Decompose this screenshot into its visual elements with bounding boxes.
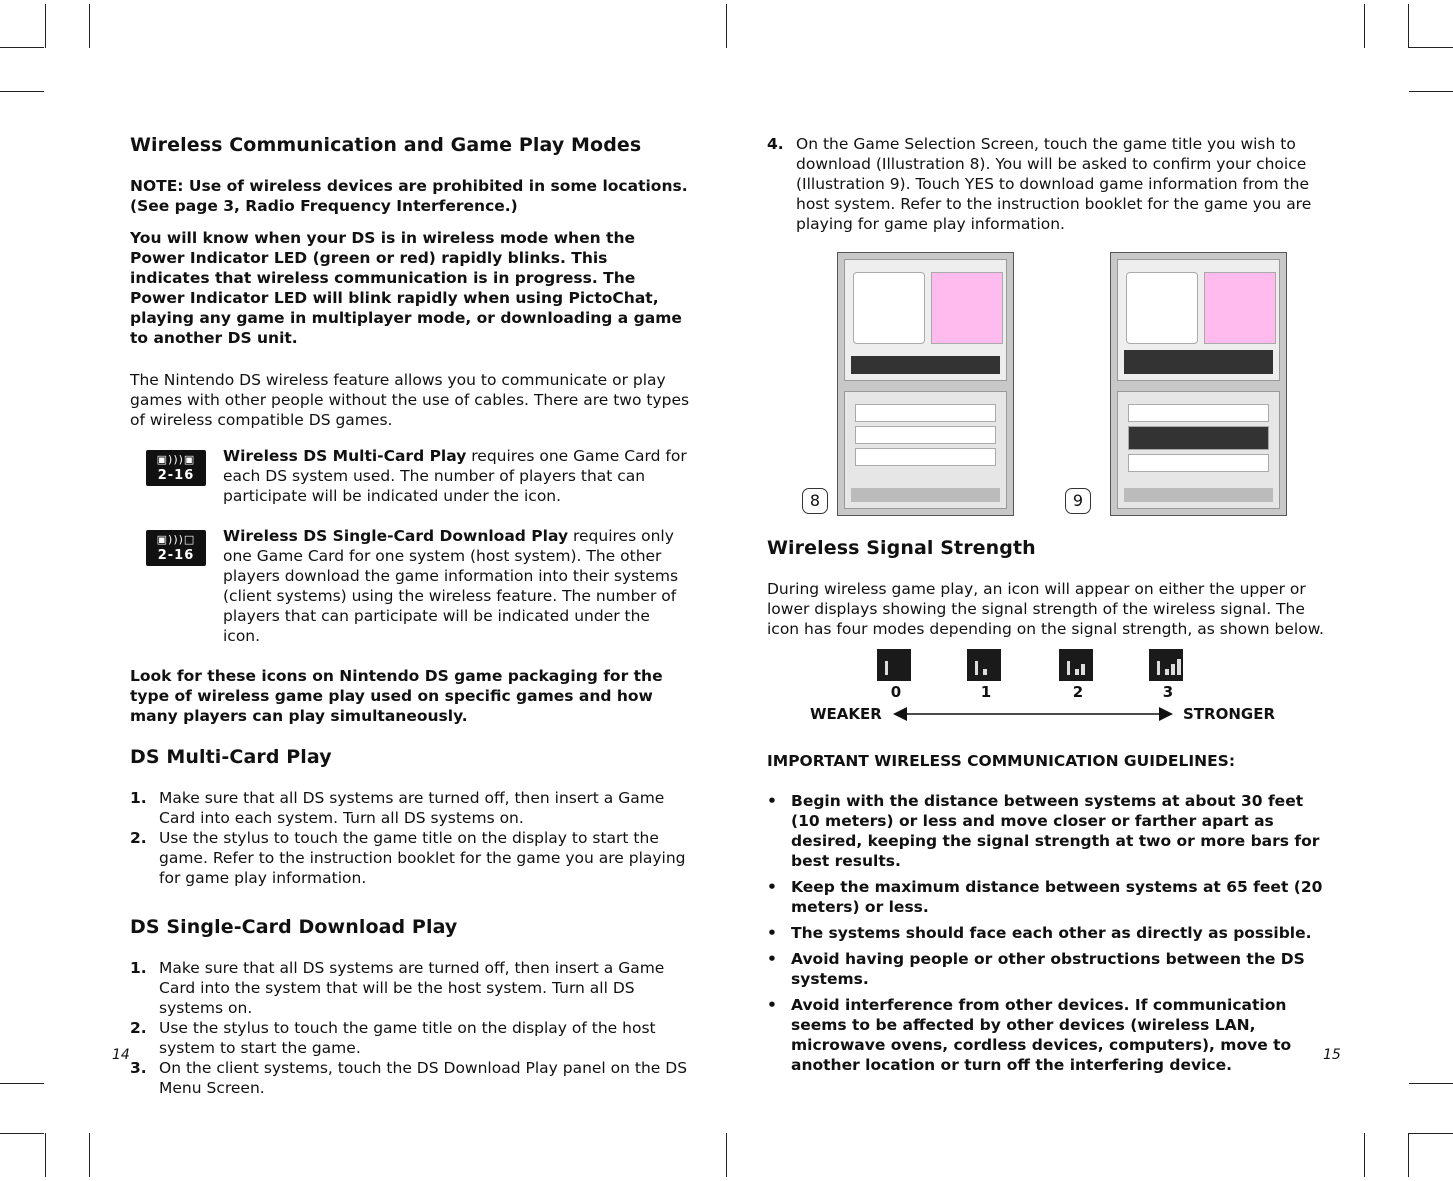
- right-page: [767, 134, 1327, 1081]
- guidelines-list: [767, 791, 1327, 1075]
- calendar-icon: [931, 272, 1003, 344]
- clock-icon: [1126, 272, 1198, 344]
- crop-mark: [45, 4, 46, 48]
- illustration-8-screenshot: [837, 252, 1014, 516]
- crop-mark: [1364, 1133, 1365, 1177]
- list-item: • Avoid having people or other obstructions between the DS systems.: [767, 950, 1305, 988]
- note-paragraph: NOTE: Use of wireless devices are prohibited in some locations. (See page 3, Radio Frequency Interference.): [130, 177, 688, 215]
- signal-level-label: 2: [1072, 683, 1084, 701]
- list-item: 1. Make sure that all DS systems are turned off, then insert a Game Card into each system. Turn all DS systems on.: [130, 789, 665, 827]
- mode-multi-card: [130, 446, 690, 506]
- section-title-single-card: DS Single-Card Download Play: [130, 916, 458, 938]
- list-item: • Keep the maximum distance between systems at 65 feet (20 meters) or less.: [767, 878, 1323, 916]
- list-item: 1. Make sure that all DS systems are turned off, then insert a Game Card into the system that will be the host system. Turn all DS systems on.: [130, 959, 665, 1017]
- crop-mark: [1409, 91, 1453, 92]
- signal-level-label: 1: [980, 683, 992, 701]
- single-card-download-icon: ▣)))□ 2-16: [146, 530, 206, 566]
- illustration-label-8: 8: [802, 488, 828, 514]
- multi-card-steps: [130, 788, 690, 888]
- mode-desc: requires only one Game Card for one system (host system). The other players download the game information into their systems (client systems) using the wireless feature. The number of players that can participate will be indicated under the icon.: [223, 527, 679, 645]
- mode-single-card: [130, 526, 690, 646]
- stronger-label: STRONGER: [1183, 705, 1275, 723]
- mode-name: Wireless DS Multi-Card Play: [223, 447, 467, 465]
- signal-2-icon: [1059, 649, 1093, 681]
- list-item: • Begin with the distance between systems at about 30 feet (10 meters) or less and move closer or farther apart as desired, keeping the signal strength at two or more bars for best results.: [767, 792, 1320, 870]
- signal-3-icon: [1149, 649, 1183, 681]
- signal-level-label: 0: [890, 683, 902, 701]
- mode-desc: requires one Game Card for each DS system used. The number of players that can participate will be indicated under the icon.: [223, 447, 687, 505]
- illustration-9-screenshot: [1110, 252, 1287, 516]
- crop-mark: [1409, 1133, 1453, 1134]
- crop-mark: [1408, 4, 1409, 48]
- crop-mark: [1408, 1133, 1409, 1177]
- crop-mark: [0, 91, 44, 92]
- crop-mark: [89, 1133, 90, 1177]
- single-card-icon-number: 2-16: [157, 548, 195, 563]
- look-for-paragraph: Look for these icons on Nintendo DS game packaging for the type of wireless game play used on specific games and how many players can play simultaneously.: [130, 667, 663, 725]
- signal-0-icon: [877, 649, 911, 681]
- multi-card-play-icon: ▣)))▣ 2-16: [146, 450, 206, 486]
- signal-strength-scale: [767, 649, 1327, 741]
- mode-name: Wireless DS Single-Card Download Play: [223, 527, 569, 545]
- crop-mark: [0, 1083, 44, 1084]
- list-item: 2. Use the stylus to touch the game title on the display to start the game. Refer to the instruction booklet for the game you are playing for game play information.: [130, 829, 686, 887]
- crop-mark: [726, 1133, 727, 1177]
- double-arrow-icon: [893, 707, 1173, 721]
- guidelines-title: IMPORTANT WIRELESS COMMUNICATION GUIDELINES:: [767, 752, 1236, 770]
- crop-mark: [726, 4, 727, 48]
- crop-mark: [1364, 4, 1365, 48]
- weaker-label: WEAKER: [810, 705, 882, 723]
- intro-paragraph: The Nintendo DS wireless feature allows you to communicate or play games with other people without the use of cables. There are two types of wireless compatible DS games.: [130, 371, 690, 429]
- list-item: 2. Use the stylus to touch the game title on the display of the host system to start the game.: [130, 1019, 656, 1057]
- crop-mark: [89, 4, 90, 48]
- single-card-steps: [130, 958, 690, 1098]
- signal-paragraph: During wireless game play, an icon will appear on either the upper or lower displays showing the signal strength of the wireless signal. The icon has four modes depending on the signal strength, as shown below.: [767, 580, 1324, 638]
- left-page: [130, 134, 690, 1120]
- clock-icon: [853, 272, 925, 344]
- list-item: • Avoid interference from other devices. If communication seems to be affected by other devices (wireless LAN, microwave ovens, cordless devices, computers), move to another location or turn off the interfering device.: [767, 996, 1292, 1074]
- multi-card-icon-number: 2-16: [157, 468, 195, 483]
- list-item: 3. On the client systems, touch the DS Download Play panel on the DS Menu Screen.: [130, 1059, 688, 1097]
- page-number-left: 14: [112, 1047, 130, 1063]
- signal-level-label: 3: [1162, 683, 1174, 701]
- signal-1-icon: [967, 649, 1001, 681]
- crop-mark: [1409, 47, 1453, 48]
- crop-mark: [0, 47, 44, 48]
- crop-mark: [0, 1133, 44, 1134]
- page-number-right: 15: [1323, 1047, 1341, 1063]
- step-4: [767, 134, 1327, 234]
- list-item: 4. On the Game Selection Screen, touch the game title you wish to download (Illustration 8). You will be asked to confirm your choice (Illustration 9). Touch YES to download game information from the host system. Refer to the instruction booklet for the game you are playing for game play information.: [767, 135, 1312, 233]
- section-title-multi-card: DS Multi-Card Play: [130, 746, 332, 768]
- list-item: • The systems should face each other as directly as possible.: [767, 924, 1312, 942]
- illustration-label-9: 9: [1065, 488, 1091, 514]
- illustrations: [767, 252, 1327, 537]
- crop-mark: [1409, 1083, 1453, 1084]
- led-paragraph: You will know when your DS is in wireless mode when the Power Indicator LED (green or red) rapidly blinks. This indicates that wireless communication is in progress. The Power Indicator LED will blink rapidly when using PictoChat, playing any game in multiplayer mode, or downloading a game to another DS unit.: [130, 229, 682, 347]
- section-title-wireless-modes: Wireless Communication and Game Play Modes: [130, 134, 642, 156]
- section-title-signal-strength: Wireless Signal Strength: [767, 537, 1036, 559]
- crop-mark: [45, 1133, 46, 1177]
- calendar-icon: [1204, 272, 1276, 344]
